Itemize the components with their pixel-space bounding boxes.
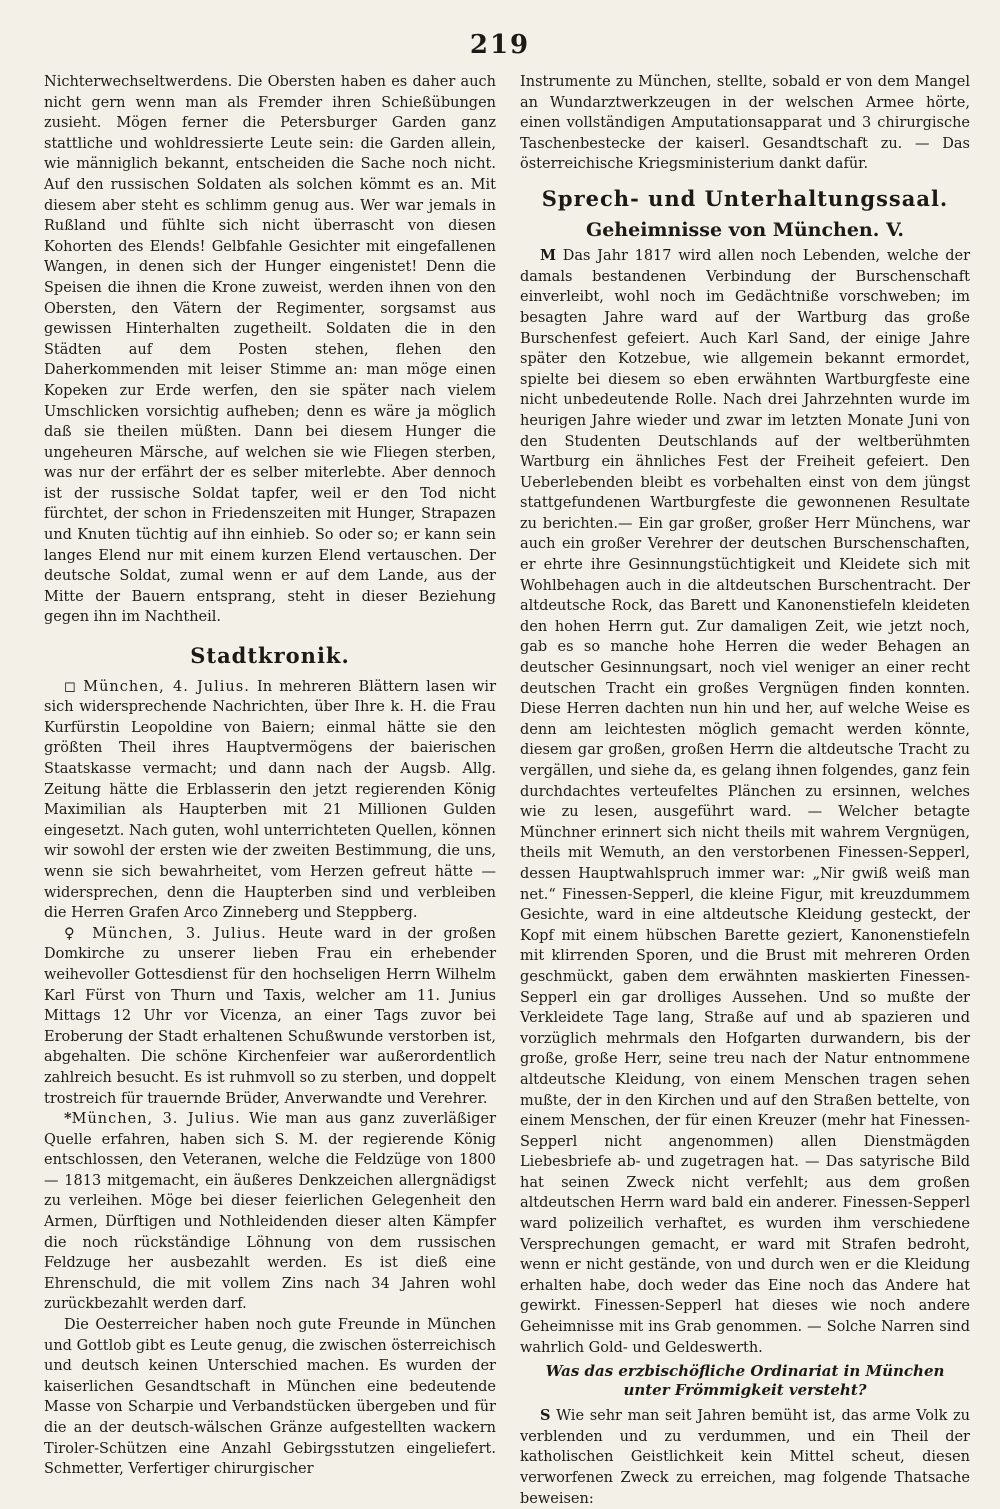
item-2-dateline: München, 3. Julius. xyxy=(92,925,267,942)
paragraph-2-text: Wie sehr man seit Jahren bemüht ist, das arme Volk zu verblenden und zu verdummen, und ein Theil der katholischen Geistlichkeit kein Mittel scheut, diesen verworfenen Zweck zu erreichen, mag folgende Thatsache beweisen: xyxy=(520,1408,971,1507)
item-3-text: Wie man aus ganz zuverläßiger Quelle erfahren, haben sich S. M. der regierende König entschlossen, den Veteranen, welche die Feldzüge von 1800 — 1813 mitgemacht, ein äußeres Denkzeichen allergnädigst zu verleihen. Möge bei dieser feierlichen Gelegenheit den Armen, Dürftigen und Nothleidenden dieser alten Kämpfer die noch rückständige Löhnung von dem russischen Feldzuge her ausbezahlt werden. Es ist dieß eine Ehrenschuld, die mit vollem Zins nach 34 Jahren wohl zurückbezahlt werden darf. xyxy=(44,1111,497,1313)
article-paragraph-2 xyxy=(520,1406,970,1509)
item-1-dateline: München, 4. Julius. xyxy=(83,678,250,695)
item-2-text: Heute ward in der großen Domkirche zu unserer lieben Frau ein erhebender weihevoller Gottesdienst für den hochseligen Herrn Wilhelm Karl Fürst von Thurn und Taxis, welcher am 11. Junius Mittags 12 Uhr vor Vicenza, an einer Tags zuvor bei Eroberung der Stadt erhaltenen Schußwunde verstorben ist, abgehalten. Die schöne Kirchenfeier war außerordentlich zahlreich besucht. Es ist ruhmvoll so zu sterben, und doppelt trostreich für trauernde Brüder, Anverwandte und Verehrer. xyxy=(44,925,496,1107)
item-3-mark: * xyxy=(64,1110,72,1128)
continuation-paragraph: Instrumente zu München, stellte, sobald er von dem Mangel an Wundarztwerkzeugen in der welschen Armee hörte, einen vollständigen Amputationsapparat und 3 chirurgische Taschenbestecke der kaiserl. Gesandtschaft zu. — Das österreichische Kriegsministerium dankt dafür. xyxy=(520,74,970,173)
news-item-2 xyxy=(44,924,496,1109)
paragraph-1-mark: M xyxy=(540,247,557,265)
news-item-4: Die Oesterreicher haben noch gute Freunde in München und Gottlob gibt es Leute genug, die zwischen österreichisch und deutsch keinen Unterschied machen. Es wurden der kaiserlichen Gesandtschaft in München eine bedeutende Masse von Scharpie und Verbandstücken übergeben und für die an der deutsch-wälschen Gränze aufgestellten wackern Tiroler-Schützen eine Anzahl Gebirgsstutzen eingeliefert. Schmetter, Verfertiger chirurgischer xyxy=(44,1317,496,1478)
news-item-1 xyxy=(44,677,496,924)
paragraph-2-mark: S xyxy=(540,1407,551,1425)
article-subtitle: Geheimnisse von München. V. xyxy=(585,218,905,241)
item-3-dateline: München, 3. Julius. xyxy=(71,1111,241,1128)
article-paragraph-1 xyxy=(520,246,970,1358)
paragraph-1-text: Das Jahr 1817 wird allen noch Lebenden, welche der damals bestandenen Verbindung der Burschenschaft einverleibt, wohl noch im Gedächtniße vorschweben; im besagten Jahre ward auf der Wartburg das große Burschenfest gefeiert. Auch Karl Sand, der einige Jahre später den Kotzebue, wie allgemein bekannt ermordet, spielte bei diesem so eben erwähnten Wartburgfeste eine nicht unbedeutende Rolle. Nach drei Jahrzehnten wurde im heurigen Jahre wieder und zwar im letzten Monate Juni von den Studenten Deutschlands auf der weltberühmten Wartburg ein ähnliches Fest der Freiheit gefeiert. Den Ueberlebenden bleibt es vorbehalten einst von dem jüngst stattgefundenen Wartburgfeste die gewonnenen Resultate zu berichten.— Ein gar großer, großer Herr Münchens, war auch ein großer Verehrer der deutschen Burschenschaften, er ehrte ihre Gesinnungstüchtigkeit und Kleidete sich mit Wohlbehagen auch in die altdeutschen Burschentracht. Der altdeutsche Rock, das Barett und Kanonenstiefeln kleideten den hohen Herrn gut. Zur damaligen Zeit, wie jetzt noch, gab es so manche hohe Herren die weder Behagen an deutscher Gesinnungsart, noch viel weniger an einer recht deutschen Tracht ein großes Vergnügen finden konnten. Diese Herren dachten nun hin und her, auf welche Weise es denn am leichtesten möglich gemacht werden könnte, diesem gar großen, großen Herrn die altdeutsche Tracht zu vergällen, und siehe da, es gelang ihnen folgendes, ganz fein durchdachtes verteufeltes Plänchen zu ersinnen, welches wie zu lesen, ausgeführt ward. — Welcher betagte Münchner erinnert sich nicht theils mit wahrem Vergnügen, theils mit Wemuth, an den verstorbenen Finessen-Sepperl, dessen Hauptwahlspruch immer war: „Nir gwiß weiß man net.“ Finessen-Sepperl, die kleine Figur, mit kreuzdummem Gesichte, ward in eine altdeutsche Kleidung gesteckt, der Kopf mit einem hübschen Barette geziert, Kanonenstiefeln mit klirrenden Sporen, und die Brust mit mehreren Orden geschmückt, gaben dem erwähnten maskierten Finessen-Sepperl ein gar drolliges Aussehen. Und so mußte der Verkleidete Tage lang, Straße auf und ab spazieren und vorzüglich mehrmals den Hofgarten durwandern, bis der große, große Herr, seine treu nach der Natur entnommene altdeutsche Kleidung, von einem Menschen tragen sehen mußte, der in den Kirchen und auf den Straßen bettelte, von einem Menschen, der für einen Kreuzer (mehr hat Finessen-Sepperl nicht angenommen) allen Dienstmägden Liebesbriefe ab- und zugetragen hat. — Das satyrische Bild hat seinen Zweck nicht verfehlt; aus dem großen altdeutschen Herrn ward bald ein anderer. Finessen-Sepperl ward polizeilich verhaftet, es wurden ihm verschiedene Versprechungen gemacht, er ward mit Strafen bedroht, wenn er nicht gestände, von und durch wen er die Kleidung erhalten habe, doch weder das Eine noch das Andere hat gewirkt. Finessen-Sepperl hat dieses wie noch andere Geheimnisse mit ins Grab genommen. — Solche Narren sind wahrlich Gold- und Geldeswerth. xyxy=(520,248,971,1356)
item-1-mark: ◻ xyxy=(64,677,77,695)
left-column xyxy=(44,72,496,1480)
page-number: 219 xyxy=(469,30,531,60)
stadtkronik-heading: Stadtkronik. xyxy=(190,643,350,669)
opening-paragraph: Nichterwechseltwerdens. Die Obersten haben es daher auch nicht gern wenn man als Fremder ihren Schießübungen zusieht. Mögen ferner die Petersburger Garden ganz stattliche und wohldressierte Leute sein: die Garden allein, wie männiglich bekannt, entscheiden die Sache noch nicht. Auf den russischen Soldaten als solchen kömmt es an. Mit diesem aber steht es schlimm genug aus. Wer war jemals in Rußland und fühlte sich nicht überrascht von diesen Kohorten des Elends! Gelbfahle Gesichter mit eingefallenen Wangen, in denen sich der Hunger eingenistet! Denn die Speisen die ihnen die Krone zuweist, werden ihnen von den Obersten, den Vätern der Regimenter, sorgsamst aus gewissen Hinterhalten zugetheilt. Soldaten die in den Städten auf dem Posten stehen, flehen den Daherkommenden mit leiser Stimme an: man möge einen Kopeken zur Erde werfen, den sie später nach vielem Umschlicken vorsichtig aufheben; denn es wäre ja möglich daß sie theilen müßten. Dann bei diesem Hunger die ungeheuren Märsche, auf welchen sie wie Fliegen sterben, was nur der erfährt der es selber miterlebte. Aber dennoch ist der russische Soldat tapfer, weil er den Tod nicht fürchtet, der schon in Friedenszeiten mit Hunger, Strapazen und Knuten tüchtig auf ihn einhieb. So oder so; er kann sein langes Elend nur mit einem kurzen Elend vertauschen. Der deutsche Soldat, zumal wenn er auf dem Lande, aus der Mitte der Bauern entsprang, steht in dieser Beziehung gegen ihn im Nachtheil. xyxy=(44,74,496,626)
item-2-mark: ♀ xyxy=(64,924,82,942)
item-1-text: In mehreren Blättern lasen wir sich widersprechende Nachrichten, über Ihre k. H. die Frau Kurfürstin Leopoldine von Baiern; einmal hätte sie den größten Theil ihres Hauptvermögens der baierischen Staatskasse vermacht; und dann nach der Augsb. Allg. Zeitung hätte die Erblasserin den jetzt regierenden König Maximilian als Haupterben mit 21 Millionen Gulden eingesetzt. Nach guten, wohl unterrichteten Quellen, können wir sowohl der ersten wie der zweiten Bestimmung, die uns, wenn sie sich bewahrheitet, vom Herzen gefreut hätte — widersprechen, denn die Haupterben sind und verbleiben die Herren Grafen Arco Zinneberg und Steppberg. xyxy=(44,678,496,922)
right-column xyxy=(520,72,970,1509)
question-heading: Was das erzbischöfliche Ordinariat in München unter Frömmigkeit versteht? xyxy=(545,1362,945,1400)
news-item-3 xyxy=(44,1109,496,1315)
sprechsaal-heading: Sprech- und Unterhaltungssaal. xyxy=(541,185,949,211)
